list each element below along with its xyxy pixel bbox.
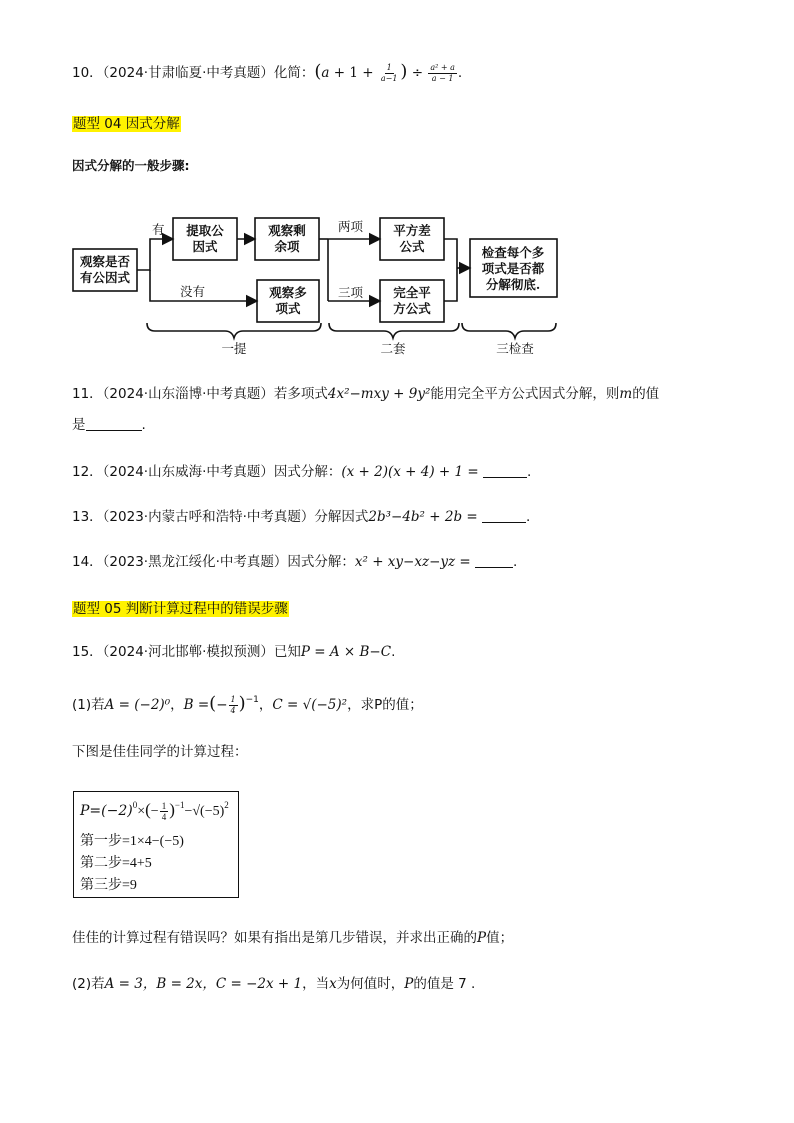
q10-plus: + 1 +	[333, 65, 374, 81]
label-no: 没有	[180, 284, 206, 299]
factorization-flowchart	[70, 205, 570, 360]
q11-expression: 4x²−mxy + 9y²	[327, 386, 431, 402]
q10-fraction-2: $\frac{\text{a² + a}}{a - 1}$	[430, 62, 455, 83]
extract-line1: 提取公	[186, 223, 224, 238]
q14-expression: x² + xy−xz−yz =	[354, 554, 471, 570]
question-11-line2: 是 .	[72, 417, 146, 433]
question-14: 14．（2023·黑龙江绥化·中考真题）因式分解：x² + xy−xz−yz = .	[72, 554, 518, 570]
label-two-terms: 两项	[338, 219, 364, 234]
q12-expression: (x + 2)(x + 4) + 1 =	[341, 464, 479, 480]
q14-answer-blank[interactable]	[475, 553, 513, 568]
q10-var-a: a	[321, 65, 330, 81]
steps-title: 因式分解的一般步骤:	[72, 158, 190, 173]
q12-answer-blank[interactable]	[483, 463, 527, 478]
q10-prefix: 10．（2024·甘肃临夏·中考真题）化简：	[72, 65, 315, 81]
check-line3: 分解彻底.	[485, 277, 541, 292]
label-yes: 有	[152, 222, 165, 237]
section-05-heading: 题型 05 判断计算过程中的错误步骤	[73, 601, 288, 617]
q11-answer-blank[interactable]	[86, 416, 142, 431]
calculation-box	[73, 791, 239, 898]
question-13: 13．（2023·内蒙古呼和浩特·中考真题）分解因式2b³−4b² + 2b = .	[72, 509, 531, 525]
start-line2: 有公因式	[79, 270, 131, 285]
observe-rest-line2: 余项	[274, 239, 300, 254]
question-15-part1: (1)若A = (−2)⁰，B =(− $\frac{1}{4}$ )$^{-1}$，C = √(−5)²，求P的值；	[72, 693, 423, 715]
question-11: 11．（2024·山东淄博·中考真题）若多项式4x²−mxy + 9y²能用完全平方公式因式分解，则m的值	[72, 386, 660, 402]
check-line1: 检查每个多	[481, 245, 545, 260]
section-04-heading: 题型 04 因式分解	[73, 116, 180, 132]
brace-label-2: 二套	[380, 341, 406, 356]
diff-squares-line1: 平方差	[393, 223, 431, 238]
q13-answer-blank[interactable]	[482, 508, 526, 523]
brace-label-3: 三检查	[496, 341, 534, 356]
q15-b-fraction: $\frac{1}{4}$	[230, 694, 236, 715]
calc-step-1: 第一步=1×4−(−5)	[80, 834, 184, 849]
calc-step-2: 第二步=4+5	[80, 856, 152, 871]
calc-line-0: $P=(-2)^0\times(-$ $\frac{1}{4}$ )$^{-1}-√(-5)^2$	[80, 800, 229, 823]
check-line2: 项式是否都	[481, 261, 545, 276]
q15-expression: P = A × B−C	[300, 644, 392, 660]
q10-divide: ÷	[411, 65, 424, 81]
question-15-part2: (2)若A = 3，B = 2x，C = −2x + 1，当x为何值时，P的值是 7 .	[72, 976, 476, 992]
perfect-square-line2: 方公式	[393, 301, 431, 316]
diff-squares-line2: 公式	[399, 239, 425, 254]
brace-label-1: 一提	[221, 341, 247, 356]
extract-line2: 因式	[192, 239, 218, 254]
perfect-square-line1: 完全平	[393, 285, 431, 300]
start-line1: 观察是否	[79, 254, 131, 269]
observe-rest-line1: 观察剩	[268, 223, 306, 238]
q13-expression: 2b³−4b² + 2b =	[368, 509, 478, 525]
label-three-terms: 三项	[338, 285, 364, 300]
question-12: 12．（2024·山东威海·中考真题）因式分解：(x + 2)(x + 4) + 1 = .	[72, 464, 532, 480]
q10-fraction-1: $\frac{1}{a-1}$	[380, 62, 398, 83]
question-15-error-check: 佳佳的计算过程有错误吗？如果有指出是第几步错误，并求出正确的P值；	[72, 930, 514, 946]
observe-multi-line2: 项式	[275, 301, 301, 316]
question-15: 15．（2024·河北邯郸·模拟预测）已知P = A × B−C.	[72, 644, 396, 660]
question-10: 10．（2024·甘肃临夏·中考真题）化简：(a + 1 + $\frac{1}{a-1}$ ) ÷ $\frac{\text{a² + a}}{a - 1}$ .	[72, 61, 463, 83]
calc-step-3: 第三步=9	[80, 878, 137, 893]
process-intro: 下图是佳佳同学的计算过程：	[72, 744, 248, 760]
observe-multi-line1: 观察多	[269, 285, 307, 300]
